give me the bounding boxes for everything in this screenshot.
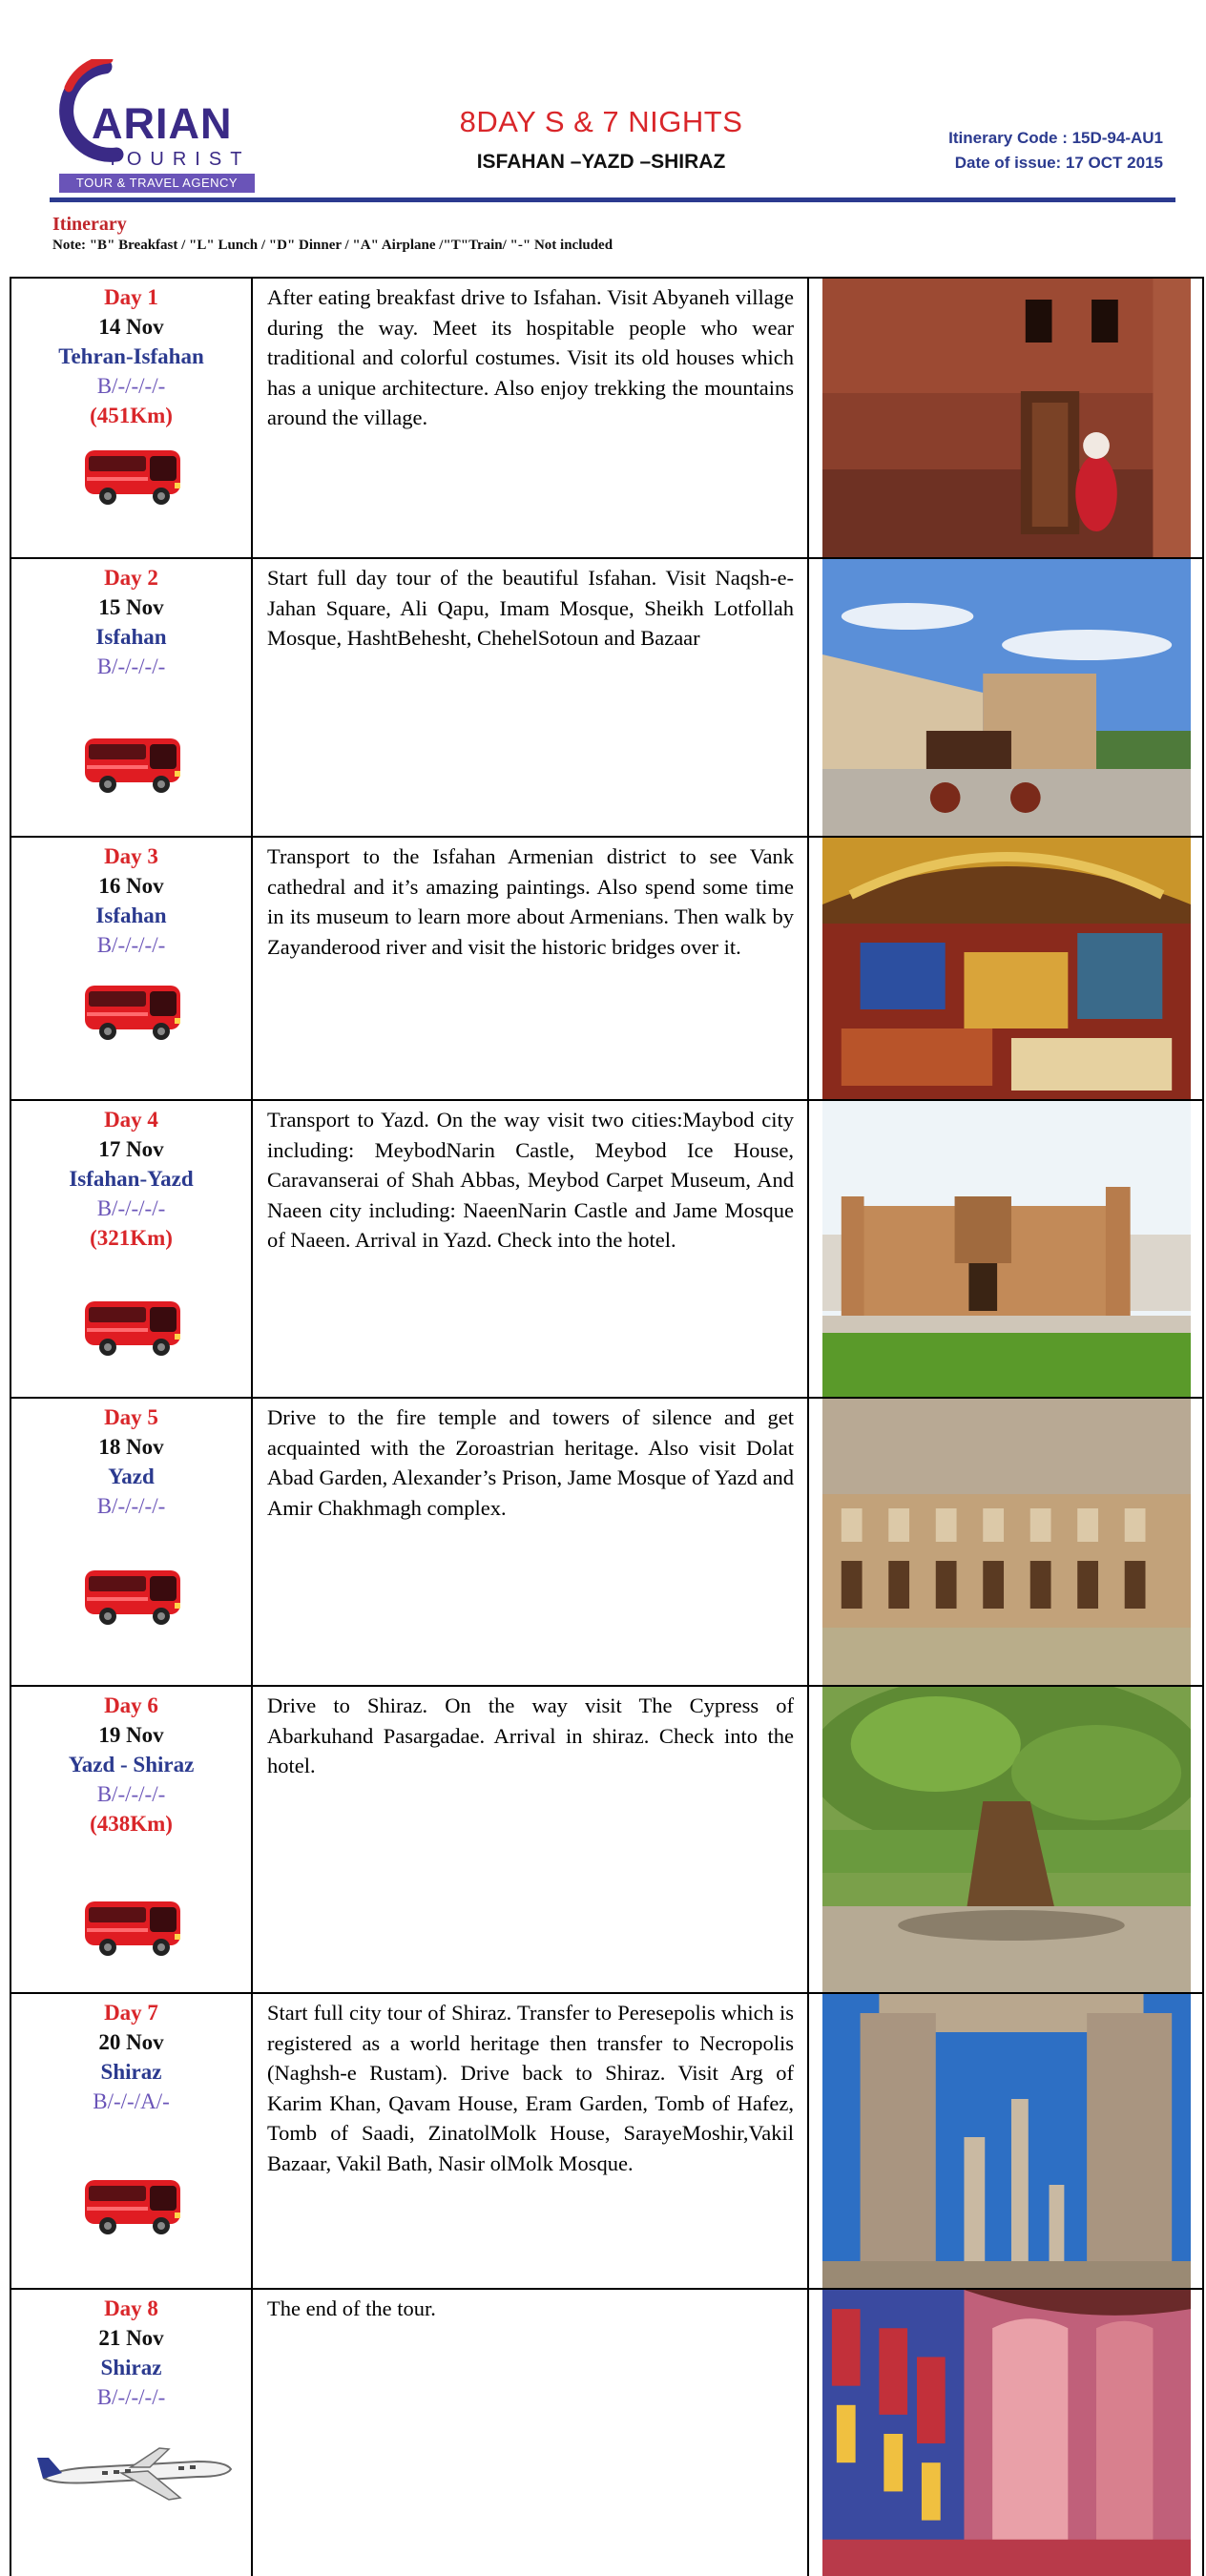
day-description: After eating breakfast drive to Isfahan. Visit Abyaneh village during the way. Meet its hospitable people who wear traditional and colorful costumes. Visit its old houses which has a unique architecture. Also enjoy trekking the mountains around the village.	[253, 279, 809, 557]
day-photo-cell	[809, 1101, 1204, 1397]
bus-icon	[81, 1892, 186, 1959]
day-photo-cell	[809, 559, 1204, 836]
day-meals: B/-/-/-/-	[96, 2385, 166, 2409]
day-date: 17 Nov	[98, 1137, 164, 1161]
day-row-2	[10, 559, 1204, 838]
day-distance: (321Km)	[90, 1226, 173, 1250]
day-cell	[10, 279, 253, 557]
day-city: Yazd	[108, 1465, 155, 1488]
itinerary-table	[10, 277, 1204, 2576]
day-description: Transport to the Isfahan Armenian district to see Vank cathedral and it’s amazing paintings. Also spend some time in its museum to learn more about Armenians. Then walk by Zayanderood river and visit the historic bridges over it.	[253, 838, 809, 1099]
day-date: 18 Nov	[98, 1435, 164, 1459]
day-cell	[10, 1399, 253, 1685]
date-of-issue: Date of issue: 17 OCT 2015	[954, 154, 1163, 172]
day-cell	[10, 1101, 253, 1397]
bus-icon	[81, 2171, 186, 2237]
day-date: 14 Nov	[98, 315, 164, 339]
bus-icon	[81, 1561, 186, 1628]
day-meals: B/-/-/-/-	[96, 374, 166, 398]
itinerary-label: Itinerary	[52, 214, 127, 235]
vank-cathedral-photo	[822, 838, 1191, 1099]
amir-chakhmagh-photo	[822, 1399, 1191, 1685]
day-meals: B/-/-/-/-	[96, 933, 166, 957]
document-meta	[948, 126, 1163, 176]
day-meals: B/-/-/A/-	[93, 2089, 170, 2113]
day-city: Isfahan	[95, 904, 167, 927]
day-row-8	[10, 2290, 1204, 2576]
day-cell	[10, 559, 253, 836]
day-date: 16 Nov	[98, 874, 164, 898]
day-date: 21 Nov	[98, 2326, 164, 2350]
day-date: 20 Nov	[98, 2030, 164, 2054]
day-number: Day 2	[104, 566, 158, 590]
day-city: Tehran-Isfahan	[58, 344, 204, 368]
meal-legend-note: Note: "B" Breakfast / "L" Lunch / "D" Dinner / "A" Airplane /"T"Train/ "-" Not included	[52, 238, 613, 253]
tour-route: ISFAHAN –YAZD –SHIRAZ	[476, 151, 726, 173]
day-description: Start full day tour of the beautiful Isfahan. Visit Naqsh-e-Jahan Square, Ali Qapu, Imam Mosque, Sheikh Lotfollah Mosque, HashtBehesht, ChehelSotoun and Bazaar	[253, 559, 809, 836]
day-city: Yazd - Shiraz	[68, 1753, 195, 1776]
day-number: Day 7	[104, 2001, 158, 2025]
day-cell	[10, 1994, 253, 2288]
day-date: 19 Nov	[98, 1723, 164, 1747]
tour-title: 8DAY S & 7 NIGHTS	[459, 105, 743, 138]
day-photo-cell	[809, 1399, 1204, 1685]
day-number: Day 1	[104, 285, 158, 309]
day-photo-cell	[809, 1994, 1204, 2288]
day-row-7	[10, 1994, 1204, 2290]
arian-tourist-logo	[50, 59, 260, 202]
day-photo-cell	[809, 2290, 1204, 2576]
day-cell	[10, 1687, 253, 1992]
day-distance: (451Km)	[90, 404, 173, 427]
day-row-1	[10, 279, 1204, 559]
document-header	[0, 0, 1206, 219]
bus-icon	[81, 1292, 186, 1359]
logo-tourist-text: TOURIST	[107, 149, 251, 170]
caravanserai-photo	[822, 1101, 1191, 1397]
abyaneh-village-photo	[822, 279, 1191, 557]
day-date: 15 Nov	[98, 595, 164, 619]
day-row-4	[10, 1101, 1204, 1399]
naqsh-e-jahan-square-photo	[822, 559, 1191, 836]
day-number: Day 4	[104, 1108, 158, 1132]
day-cell	[10, 2290, 253, 2576]
day-row-3	[10, 838, 1204, 1101]
day-city: Isfahan-Yazd	[69, 1167, 194, 1191]
day-photo-cell	[809, 838, 1204, 1099]
day-row-6	[10, 1687, 1204, 1994]
day-city: Isfahan	[95, 625, 167, 649]
day-number: Day 3	[104, 844, 158, 868]
bus-icon	[81, 729, 186, 796]
day-city: Shiraz	[100, 2356, 162, 2379]
airplane-icon	[35, 2433, 236, 2509]
day-photo-cell	[809, 1687, 1204, 1992]
day-description: The end of the tour.	[253, 2290, 809, 2576]
persepolis-photo	[822, 1994, 1191, 2288]
day-description: Drive to the fire temple and towers of silence and get acquainted with the Zoroastrian heritage. Also visit Dolat Abad Garden, Alexander’s Prison, Jame Mosque of Yazd and Amir Chakhmagh complex.	[253, 1399, 809, 1685]
day-meals: B/-/-/-/-	[96, 1494, 166, 1518]
header-divider	[50, 197, 1175, 202]
logo-wordmark: ARIAN	[92, 99, 233, 148]
nasir-ol-molk-mosque-photo	[822, 2290, 1191, 2576]
day-description: Start full city tour of Shiraz. Transfer to Peresepolis which is registered as a world heritage then transfer to Necropolis (Naghsh-e Rustam). Drive back to Shiraz. Visit Arg of Karim Khan, Qavam House, Eram Garden, Tomb of Hafez, Tomb of Saadi, ZinatolMolk House, SarayeMoshir,Vakil Bazaar, Vakil Bath, Nasir olMolk Mosque.	[253, 1994, 809, 2288]
day-meals: B/-/-/-/-	[96, 654, 166, 678]
day-cell	[10, 838, 253, 1099]
day-description: Drive to Shiraz. On the way visit The Cypress of Abarkuhand Pasargadae. Arrival in shiraz. Check into the hotel.	[253, 1687, 809, 1992]
itinerary-code: Itinerary Code : 15D-94-AU1	[948, 129, 1163, 147]
bus-icon	[81, 976, 186, 1043]
day-number: Day 6	[104, 1693, 158, 1717]
day-photo-cell	[809, 279, 1204, 557]
day-distance: (438Km)	[90, 1812, 173, 1836]
day-city: Shiraz	[100, 2060, 162, 2084]
day-meals: B/-/-/-/-	[96, 1196, 166, 1220]
day-row-5	[10, 1399, 1204, 1687]
logo-tagline: TOUR & TRAVEL AGENCY	[59, 174, 255, 193]
day-description: Transport to Yazd. On the way visit two cities:Maybod city including: MeybodNarin Castle, Meybod Ice House, Caravanserai of Shah Abbas, Meybod Carpet Museum, And Naeen city including: NaeenNarin Castle and Jame Mosque of Naeen. Arrival in Yazd. Check into the hotel.	[253, 1101, 809, 1397]
day-meals: B/-/-/-/-	[96, 1782, 166, 1806]
day-number: Day 5	[104, 1405, 158, 1429]
cypress-of-abarkuh-photo	[822, 1687, 1191, 1992]
bus-icon	[81, 441, 186, 508]
day-number: Day 8	[104, 2296, 158, 2320]
